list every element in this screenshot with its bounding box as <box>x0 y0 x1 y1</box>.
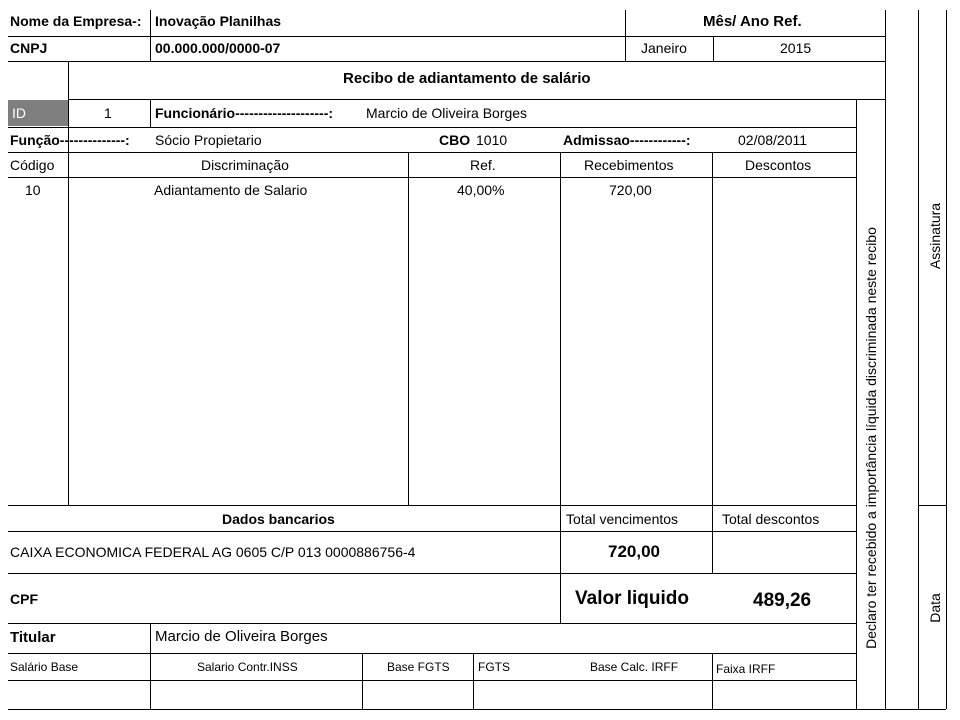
id-value: 1 <box>104 105 112 121</box>
cbo-value: 1010 <box>476 132 508 148</box>
date-label: Data <box>927 593 943 623</box>
employee-name-label: Funcionário--------------------: <box>155 105 334 121</box>
col-header-description: Discriminação <box>201 157 289 173</box>
admission-date: 02/08/2011 <box>738 132 808 148</box>
role-value: Sócio Propietario <box>155 132 262 148</box>
admission-label: Admissao------------: <box>563 132 691 148</box>
irrf-range-label: Faixa IRFF <box>716 662 776 676</box>
id-label: ID <box>12 105 26 121</box>
row-description: Adiantamento de Salario <box>154 182 308 198</box>
total-discounts-label: Total descontos <box>722 511 820 527</box>
declaration-text: Declaro ter recebido a importância líquida discriminada neste recibo <box>863 227 879 649</box>
total-earnings-value: 720,00 <box>608 542 660 561</box>
holder-name: Marcio de Oliveira Borges <box>155 628 328 645</box>
col-header-ref: Ref. <box>470 157 496 173</box>
col-header-code: Código <box>10 157 55 173</box>
irrf-base-label: Base Calc. IRFF <box>590 660 679 674</box>
bank-details: CAIXA ECONOMICA FEDERAL AG 0605 C/P 013 0000886756-4 <box>10 544 416 560</box>
role-label: Função--------------: <box>10 132 130 148</box>
fgts-label: FGTS <box>478 660 510 674</box>
ref-month: Janeiro <box>641 40 687 56</box>
row-code: 10 <box>25 182 41 198</box>
inss-base-label: Salario Contr.INSS <box>197 660 298 674</box>
col-header-earnings: Recebimentos <box>584 157 674 173</box>
ref-year: 2015 <box>780 40 812 56</box>
base-salary-label: Salário Base <box>10 660 79 674</box>
company-label: Nome da Empresa-: <box>10 13 142 29</box>
total-earnings-label: Total vencimentos <box>566 511 679 527</box>
cpf-label: CPF <box>10 591 38 607</box>
row-ref: 40,00% <box>457 182 505 198</box>
cbo-label: CBO <box>439 132 471 148</box>
col-header-discounts: Descontos <box>745 157 812 173</box>
holder-label: Titular <box>10 629 56 646</box>
signature-label: Assinatura <box>927 202 943 270</box>
net-amount-label: Valor liquido <box>575 588 690 609</box>
bank-data-label: Dados bancarios <box>222 511 335 527</box>
row-earnings: 720,00 <box>609 182 652 198</box>
ref-period-label: Mês/ Ano Ref. <box>703 13 802 30</box>
company-name: Inovação Planilhas <box>155 13 282 29</box>
receipt-title: Recibo de adiantamento de salário <box>343 70 591 87</box>
employee-name: Marcio de Oliveira Borges <box>366 105 528 121</box>
cnpj-label: CNPJ <box>10 40 48 56</box>
net-amount-value: 489,26 <box>753 590 812 611</box>
cnpj-value: 00.000.000/0000-07 <box>155 40 281 56</box>
fgts-base-label: Base FGTS <box>387 660 450 674</box>
